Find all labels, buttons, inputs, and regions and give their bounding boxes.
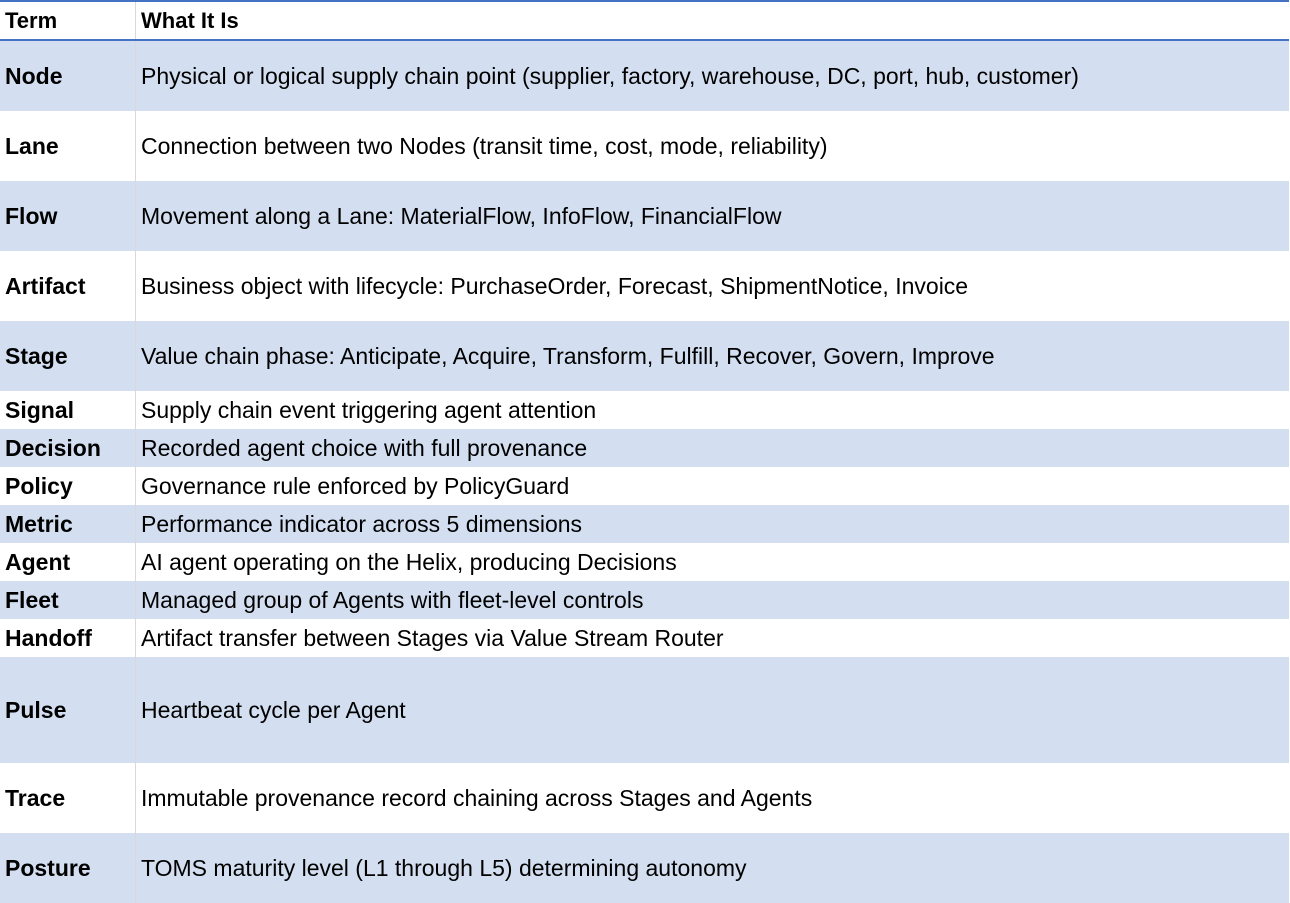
header-description: What It Is [141,7,239,33]
description-cell: Immutable provenance record chaining across Stages and Agents [141,784,813,811]
table-row [0,581,1289,619]
description-cell: Value chain phase: Anticipate, Acquire, Transform, Fulfill, Recover, Govern, Improve [141,342,995,369]
table-row [0,251,1289,321]
description-cell: Connection between two Nodes (transit time, cost, mode, reliability) [141,132,828,159]
term-cell: Handoff [0,619,136,657]
table-row [0,833,1289,903]
table-row [0,391,1289,429]
term-cell: Lane [0,111,136,181]
table-row [0,181,1289,251]
description-cell: TOMS maturity level (L1 through L5) determining autonomy [141,854,747,881]
table-row [0,467,1289,505]
table-row [0,505,1289,543]
term-cell: Flow [0,181,136,251]
description-cell: Managed group of Agents with fleet-level controls [141,586,644,613]
table-row [0,429,1289,467]
description-cell: Artifact transfer between Stages via Value Stream Router [141,624,724,651]
description-cell: Performance indicator across 5 dimensions [141,510,583,537]
term-cell: Signal [0,391,136,429]
description-cell: Supply chain event triggering agent attention [141,396,597,423]
description-cell: Governance rule enforced by PolicyGuard [141,472,570,499]
table-row [0,763,1289,833]
description-cell: Heartbeat cycle per Agent [141,696,406,723]
term-cell: Artifact [0,251,136,321]
table-row [0,543,1289,581]
description-cell: Physical or logical supply chain point (supplier, factory, warehouse, DC, port, hub, customer) [141,62,1079,89]
term-cell: Decision [0,429,136,467]
description-cell: AI agent operating on the Helix, producing Decisions [141,548,677,575]
description-cell: Movement along a Lane: MaterialFlow, InfoFlow, FinancialFlow [141,202,782,229]
term-cell: Metric [0,505,136,543]
term-cell: Posture [0,833,136,903]
term-cell: Policy [0,467,136,505]
term-cell: Fleet [0,581,136,619]
header-term: Term [0,2,136,39]
table-row [0,111,1289,181]
description-cell: Recorded agent choice with full provenance [141,434,588,461]
table-row [0,41,1289,111]
term-cell: Trace [0,763,136,833]
term-cell: Stage [0,321,136,391]
term-cell: Agent [0,543,136,581]
table-row [0,657,1289,763]
term-cell: Pulse [0,657,136,763]
table-row [0,321,1289,391]
term-cell: Node [0,41,136,111]
table-header-row [0,2,1289,41]
description-cell: Business object with lifecycle: PurchaseOrder, Forecast, ShipmentNotice, Invoice [141,272,969,299]
table-row [0,619,1289,657]
